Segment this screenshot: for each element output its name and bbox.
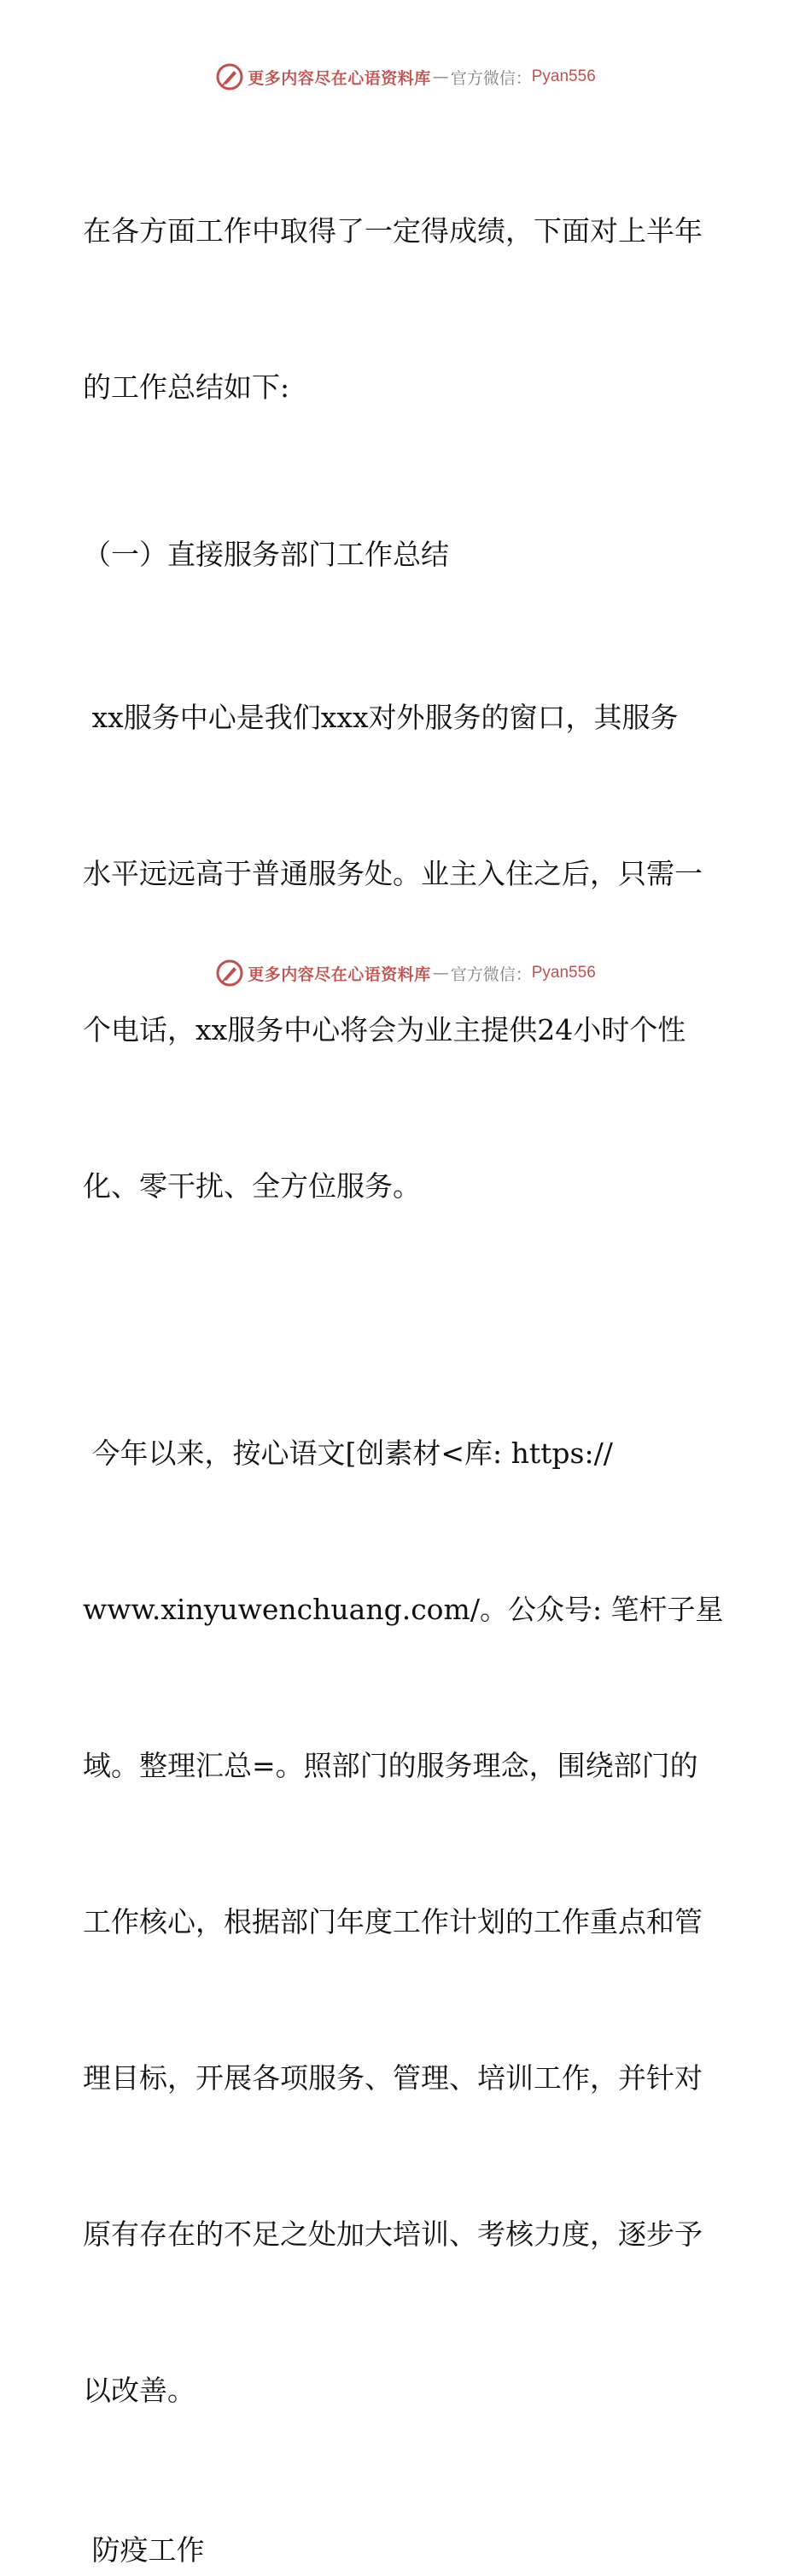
- quill-pen-logo-icon: [215, 959, 244, 988]
- page-header-watermark: [0, 60, 811, 94]
- document-body: [83, 101, 732, 2576]
- header-wechat-id: Pyan556: [531, 67, 596, 85]
- text-line: 水平远远高于普通服务处。业主入住之后，只需一: [83, 857, 703, 890]
- text-line: www.xinyuwenchuang.com/。公众号: 笔杆子星: [83, 1593, 724, 1626]
- header-brand-text: 更多内容尽在心语资料库: [248, 68, 431, 88]
- header-wechat-label: 官方微信：: [450, 68, 532, 88]
- text-line: 原有存在的不足之处加大培训、考核力度，逐步予: [83, 2218, 703, 2251]
- text-line: 的工作总结如下:: [83, 370, 290, 404]
- text-line: 以改善。: [83, 2374, 195, 2407]
- section-heading: （一）直接服务部门工作总结: [83, 538, 449, 571]
- text-line: 今年以来，按心语文[创素材<库: https://: [83, 1437, 613, 1470]
- text-line: 工作核心，根据部门年度工作计划的工作重点和管: [83, 1905, 703, 1938]
- work-summary-paragraph: [83, 1323, 732, 2521]
- epidemic-prevention-heading: 防疫工作: [83, 2533, 205, 2567]
- header-dash: —: [432, 67, 449, 86]
- footer-wechat-id: Pyan556: [531, 964, 596, 982]
- text-line: 在各方面工作中取得了一定得成绩，下面对上半年: [83, 214, 703, 248]
- text-line: xx服务中心是我们xxx对外服务的窗口，其服务: [83, 701, 679, 734]
- page-footer-watermark: [0, 956, 811, 990]
- footer-brand-text: 更多内容尽在心语资料库: [248, 965, 431, 984]
- footer-dash: —: [432, 964, 449, 982]
- text-line: 域。整理汇总=。照部门的服务理念，围绕部门的: [83, 1749, 698, 1782]
- text-line: 个电话，xx服务中心将会为业主提供24小时个性: [83, 1013, 686, 1046]
- quill-pen-logo-icon: [215, 62, 244, 91]
- intro-paragraph: [83, 101, 732, 517]
- text-line: 化、零干扰、全方位服务。: [83, 1169, 421, 1203]
- text-line: 理目标，开展各项服务、管理、培训工作，并针对: [83, 2061, 703, 2095]
- service-center-paragraph: [83, 587, 732, 1316]
- footer-wechat-label: 官方微信：: [450, 965, 532, 984]
